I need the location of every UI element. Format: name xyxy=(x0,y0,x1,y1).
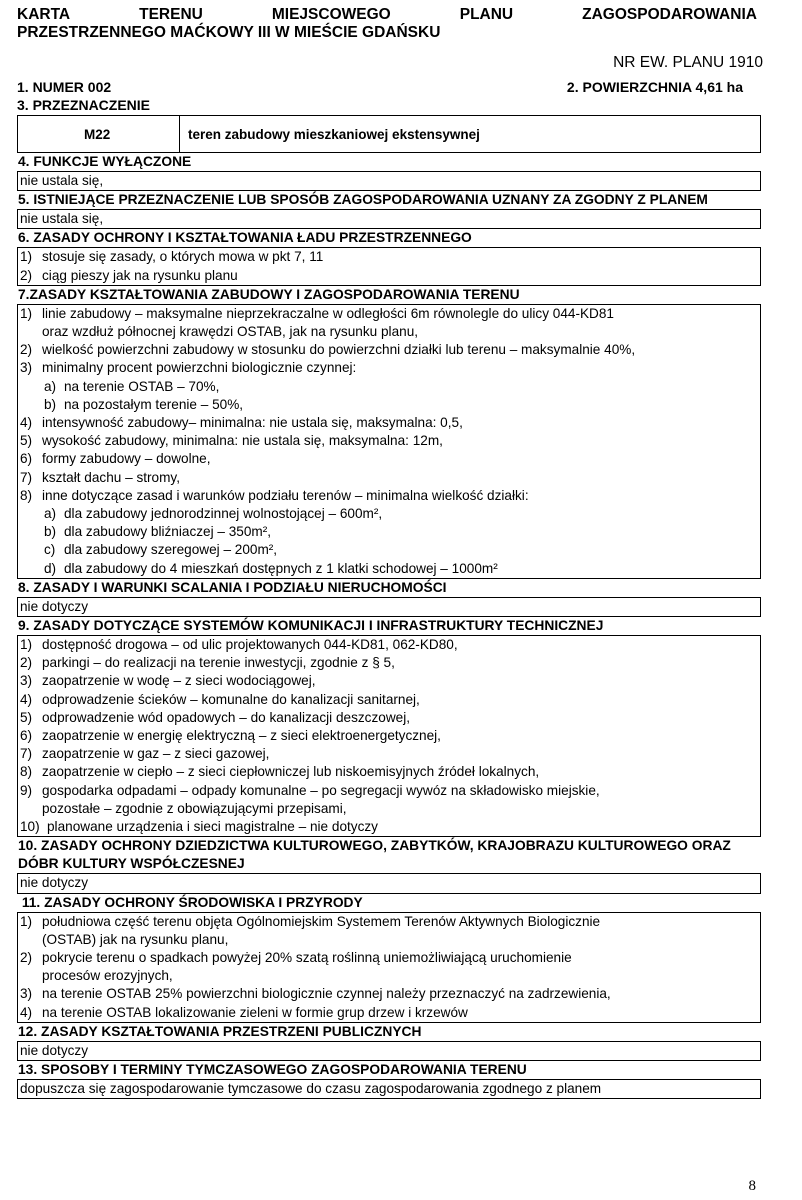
item-number: 10) xyxy=(20,819,40,835)
item-text: stosuje się zasady, o których mowa w pkt 7, 11 xyxy=(42,249,324,265)
sub-item xyxy=(20,560,758,578)
plan-number: NR EW. PLANU 1910 xyxy=(613,54,763,71)
list-item xyxy=(20,672,758,690)
item-text: zaopatrzenie w wodę – z sieci wodociągowej, xyxy=(42,673,316,689)
item-number: 8) xyxy=(20,764,33,780)
section-text: nie ustala się, xyxy=(20,173,104,188)
item-continuation: oraz wzdłuż północnej krawędzi OSTAB, jak na rysunku planu, xyxy=(42,324,419,340)
list-item xyxy=(20,691,758,709)
item-text: kształt dachu – stromy, xyxy=(42,469,181,485)
sub-item-text: dla zabudowy jednorodzinnej wolnostojącej – 600m², xyxy=(64,506,383,522)
list-item xyxy=(20,949,758,967)
item-text: wysokość zabudowy, minimalna: nie ustala się, maksymalna: 12m, xyxy=(42,433,443,449)
section-box xyxy=(17,247,761,285)
sub-item-text: na terenie OSTAB – 70%, xyxy=(64,378,220,394)
list-item xyxy=(20,913,758,931)
section-box xyxy=(17,873,761,893)
list-item xyxy=(20,1004,758,1022)
item-text: odprowadzenie wód opadowych – do kanalizacji deszczowej, xyxy=(42,709,411,725)
section-box xyxy=(17,597,761,617)
section-box xyxy=(17,1079,761,1099)
list-item xyxy=(20,763,758,781)
item-number: 1) xyxy=(20,305,33,321)
purpose-code: M22 xyxy=(18,116,180,152)
item-number: 6) xyxy=(20,451,33,467)
list-item xyxy=(20,818,758,836)
item-number: 1) xyxy=(20,249,33,265)
purpose-description: teren zabudowy mieszkaniowej ekstensywnej xyxy=(188,126,480,142)
item-number: 4) xyxy=(20,691,33,707)
title-word: TERENU xyxy=(139,6,203,23)
section-heading: 11. ZASADY OCHRONY ŚRODOWISKA I PRZYRODY xyxy=(18,894,363,910)
sub-item xyxy=(20,505,758,523)
title-word: PLANU xyxy=(459,6,514,23)
item-text: linie zabudowy – maksymalne nieprzekraczalne w odległości 6m równolegle do ulicy 044-KD81 xyxy=(42,305,614,321)
list-item xyxy=(20,359,758,377)
item-text: południowa część terenu objęta Ogólnomiejskim Systemem Terenów Aktywnych Biologicznie xyxy=(42,913,601,929)
section-box xyxy=(17,304,761,579)
section-heading: 8. ZASADY I WARUNKI SCALANIA I PODZIAŁU NIERUCHOMOŚCI xyxy=(18,579,447,595)
sub-item-text: dla zabudowy szeregowej – 200m², xyxy=(64,542,278,558)
list-item xyxy=(20,432,758,450)
section-box xyxy=(17,635,761,837)
list-item xyxy=(20,709,758,727)
sub-item-text: dla zabudowy do 4 mieszkań dostępnych z 1 klatki schodowej – 1000m² xyxy=(64,560,498,576)
section-box xyxy=(17,209,761,229)
item-continuation: pozostałe – zgodnie z obowiązującymi przepisami, xyxy=(42,800,347,816)
sub-item xyxy=(20,523,758,541)
item-number: 7) xyxy=(20,469,33,485)
item-text: formy zabudowy – dowolne, xyxy=(42,451,211,467)
title-word: MIEJSCOWEGO xyxy=(271,6,391,23)
item-number: 7) xyxy=(20,746,33,762)
list-item xyxy=(20,636,758,654)
sub-item-text: dla zabudowy bliźniaczej – 350m², xyxy=(64,524,272,540)
section-heading: 13. SPOSOBY I TERMINY TYMCZASOWEGO ZAGOSPODAROWANIA TERENU xyxy=(18,1061,527,1077)
sub-item-letter: b) xyxy=(44,524,57,540)
item-text: gospodarka odpadami – odpady komunalne – po segregacji wywóz na składowisko miejskie, xyxy=(42,782,600,798)
section-text: nie ustala się, xyxy=(20,211,104,227)
list-item xyxy=(20,469,758,487)
document-title xyxy=(17,6,757,42)
sub-item-letter: b) xyxy=(44,396,57,412)
list-item xyxy=(20,248,758,266)
section-box xyxy=(17,912,761,1023)
section-heading: 10. ZASADY OCHRONY DZIEDZICTWA KULTUROWEGO, ZABYTKÓW, KRAJOBRAZU KULTUROWEGO ORAZ DÓBR KULTURY WSPÓŁCZESNEJ xyxy=(18,838,731,872)
item-number: 2) xyxy=(20,655,33,671)
title-word: KARTA xyxy=(17,6,71,23)
sub-item xyxy=(20,378,758,396)
area-number: 1. NUMER 002 xyxy=(17,79,112,95)
item-number: 3) xyxy=(20,986,33,1002)
item-number: 4) xyxy=(20,1004,33,1020)
title-word: ZAGOSPODAROWANIA xyxy=(582,6,757,23)
section-text: nie dotyczy xyxy=(20,598,89,614)
item-text: zaopatrzenie w gaz – z sieci gazowej, xyxy=(42,746,270,762)
list-item xyxy=(20,654,758,672)
page-number: 8 xyxy=(748,1178,756,1194)
purpose-heading: 3. PRZEZNACZENIE xyxy=(17,97,151,113)
item-number: 2) xyxy=(20,342,33,358)
sub-item-letter: a) xyxy=(44,378,57,394)
section-box xyxy=(17,171,761,191)
item-text: dostępność drogowa – od ulic projektowanych 044-KD81, 062-KD80, xyxy=(42,637,458,653)
item-text: odprowadzenie ścieków – komunalne do kanalizacji sanitarnej, xyxy=(42,691,420,707)
section-heading: 6. ZASADY OCHRONY I KSZTAŁTOWANIA ŁADU PRZESTRZENNEGO xyxy=(18,230,472,246)
section-text: dopuszcza się zagospodarowanie tymczasowe do czasu zagospodarowania zgodnego z planem xyxy=(20,1080,602,1096)
item-continuation: (OSTAB) jak na rysunku planu, xyxy=(42,931,229,947)
item-number: 6) xyxy=(20,728,33,744)
list-item xyxy=(20,450,758,468)
item-text: na terenie OSTAB lokalizowanie zieleni w formie grup drzew i krzewów xyxy=(42,1004,468,1020)
list-item xyxy=(20,745,758,763)
area-size: 2. POWIERZCHNIA 4,61 ha xyxy=(566,79,743,95)
item-number: 5) xyxy=(20,709,33,725)
item-number: 8) xyxy=(20,487,33,503)
item-number: 3) xyxy=(20,673,33,689)
section-text: nie dotyczy xyxy=(20,1042,89,1058)
list-item xyxy=(20,985,758,1003)
item-text: inne dotyczące zasad i warunków podziału terenów – minimalna wielkość działki: xyxy=(42,487,529,503)
item-text: wielkość powierzchni zabudowy w stosunku do powierzchni działki lub terenu – maksymalnie 40%, xyxy=(42,342,636,358)
section-box xyxy=(17,1041,761,1061)
list-item xyxy=(20,341,758,359)
item-number: 3) xyxy=(20,360,33,376)
section-heading: 4. FUNKCJE WYŁĄCZONE xyxy=(18,154,192,169)
item-number: 2) xyxy=(20,949,33,965)
sub-item xyxy=(20,541,758,559)
list-item xyxy=(20,487,758,505)
sub-item-letter: a) xyxy=(44,506,57,522)
section-text: nie dotyczy xyxy=(20,875,89,891)
list-item xyxy=(20,305,758,323)
sub-item xyxy=(20,396,758,414)
sections xyxy=(17,153,763,1099)
section-heading: 12. ZASADY KSZTAŁTOWANIA PRZESTRZENI PUBLICZNYCH xyxy=(18,1023,422,1039)
sub-item-letter: d) xyxy=(44,560,57,576)
item-number: 4) xyxy=(20,415,33,431)
item-text: minimalny procent powierzchni biologicznie czynnej: xyxy=(42,360,357,376)
item-text: ciąg pieszy jak na rysunku planu xyxy=(42,267,238,283)
item-text: zaopatrzenie w energię elektryczną – z sieci elektroenergetycznej, xyxy=(42,728,441,744)
item-continuation: procesów erozyjnych, xyxy=(42,968,173,984)
title-line-2: PRZESTRZENNEGO MAĆKOWY III W MIEŚCIE GDAŃSKU xyxy=(17,24,441,41)
item-number: 5) xyxy=(20,433,33,449)
section-heading: 9. ZASADY DOTYCZĄCE SYSTEMÓW KOMUNIKACJI I INFRASTRUKTURY TECHNICZNEJ xyxy=(18,618,604,634)
item-number: 1) xyxy=(20,637,33,653)
item-number: 1) xyxy=(20,913,33,929)
sub-item-letter: c) xyxy=(44,542,56,558)
section-heading: 5. ISTNIEJĄCE PRZEZNACZENIE LUB SPOSÓB ZAGOSPODAROWANIA UZNANY ZA ZGODNY Z PLANEM xyxy=(18,192,708,208)
item-text: na terenie OSTAB 25% powierzchni biologicznie czynnej należy przeznaczyć na zadrzewienia, xyxy=(42,986,611,1002)
item-text: planowane urządzenia i sieci magistralne – nie dotyczy xyxy=(47,819,378,835)
list-item xyxy=(20,727,758,745)
item-number: 9) xyxy=(20,782,33,798)
item-text: pokrycie terenu o spadkach powyżej 20% szatą roślinną uniemożliwiającą uruchomienie xyxy=(42,949,572,965)
item-text: zaopatrzenie w ciepło – z sieci ciepłowniczej lub niskoemisyjnych źródeł lokalnych, xyxy=(42,764,540,780)
list-item xyxy=(20,782,758,800)
item-text: parkingi – do realizacji na terenie inwestycji, zgodnie z § 5, xyxy=(42,655,395,671)
section-heading: 7.ZASADY KSZTAŁTOWANIA ZABUDOWY I ZAGOSPODAROWANIA TERENU xyxy=(18,286,520,302)
item-text: intensywność zabudowy– minimalna: nie ustala się, maksymalna: 0,5, xyxy=(42,415,463,431)
purpose-table xyxy=(17,115,761,153)
list-item xyxy=(20,414,758,432)
item-number: 2) xyxy=(20,267,33,283)
list-item xyxy=(20,267,758,285)
sub-item-text: na pozostałym terenie – 50%, xyxy=(64,396,244,412)
